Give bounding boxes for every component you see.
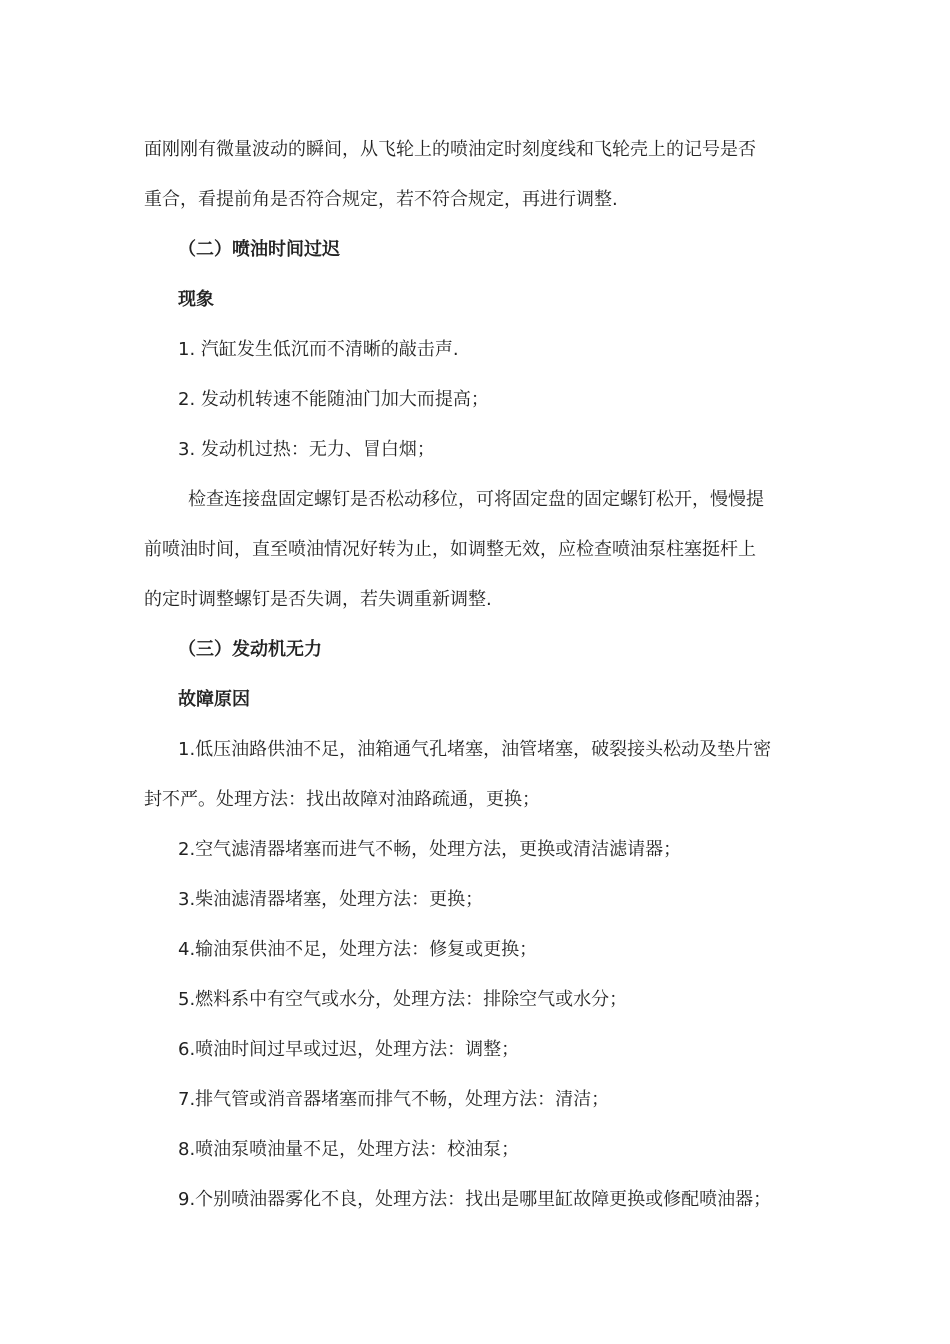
subsection-heading: 现象 — [178, 289, 214, 310]
list-item: 2. 发动机转速不能随油门加大而提高； — [178, 389, 489, 410]
list-item: 1.低压油路供油不足，油箱通气孔堵塞，油管堵塞，破裂接头松动及垫片密 — [178, 739, 772, 760]
paragraph-line: 检查连接盘固定螺钉是否松动移位，可将固定盘的固定螺钉松开，慢慢提 — [188, 489, 764, 510]
paragraph-line: 前喷油时间，直至喷油情况好转为止，如调整无效，应检查喷油泵柱塞挺杆上 — [144, 539, 756, 560]
list-item: 3. 发动机过热：无力、冒白烟； — [178, 439, 435, 460]
paragraph-line: 面刚刚有微量波动的瞬间，从飞轮上的喷油定时刻度线和飞轮壳上的记号是否 — [144, 139, 756, 160]
list-item: 3.柴油滤清器堵塞，处理方法：更换； — [178, 889, 484, 910]
list-item: 4.输油泵供油不足，处理方法：修复或更换； — [178, 939, 538, 960]
list-item: 1. 汽缸发生低沉而不清晰的敲击声. — [178, 339, 459, 360]
section-heading: （三）发动机无力 — [178, 639, 322, 660]
list-item: 2.空气滤清器堵塞而进气不畅，处理方法，更换或清洁滤请器； — [178, 839, 682, 860]
list-item: 6.喷油时间过早或过迟，处理方法：调整； — [178, 1039, 520, 1060]
section-heading: （二）喷油时间过迟 — [178, 239, 340, 260]
list-item: 9.个别喷油器雾化不良，处理方法：找出是哪里缸故障更换或修配喷油器； — [178, 1189, 772, 1210]
subsection-heading: 故障原因 — [178, 689, 250, 710]
list-item: 7.排气管或消音器堵塞而排气不畅，处理方法：清洁； — [178, 1089, 610, 1110]
list-item: 5.燃料系中有空气或水分，处理方法：排除空气或水分； — [178, 989, 628, 1010]
list-item: 8.喷油泵喷油量不足，处理方法：校油泵； — [178, 1139, 520, 1160]
paragraph-line: 封不严。处理方法：找出故障对油路疏通，更换； — [144, 789, 540, 810]
paragraph-line: 重合，看提前角是否符合规定，若不符合规定，再进行调整. — [144, 189, 618, 210]
paragraph-line: 的定时调整螺钉是否失调，若失调重新调整. — [144, 589, 492, 610]
